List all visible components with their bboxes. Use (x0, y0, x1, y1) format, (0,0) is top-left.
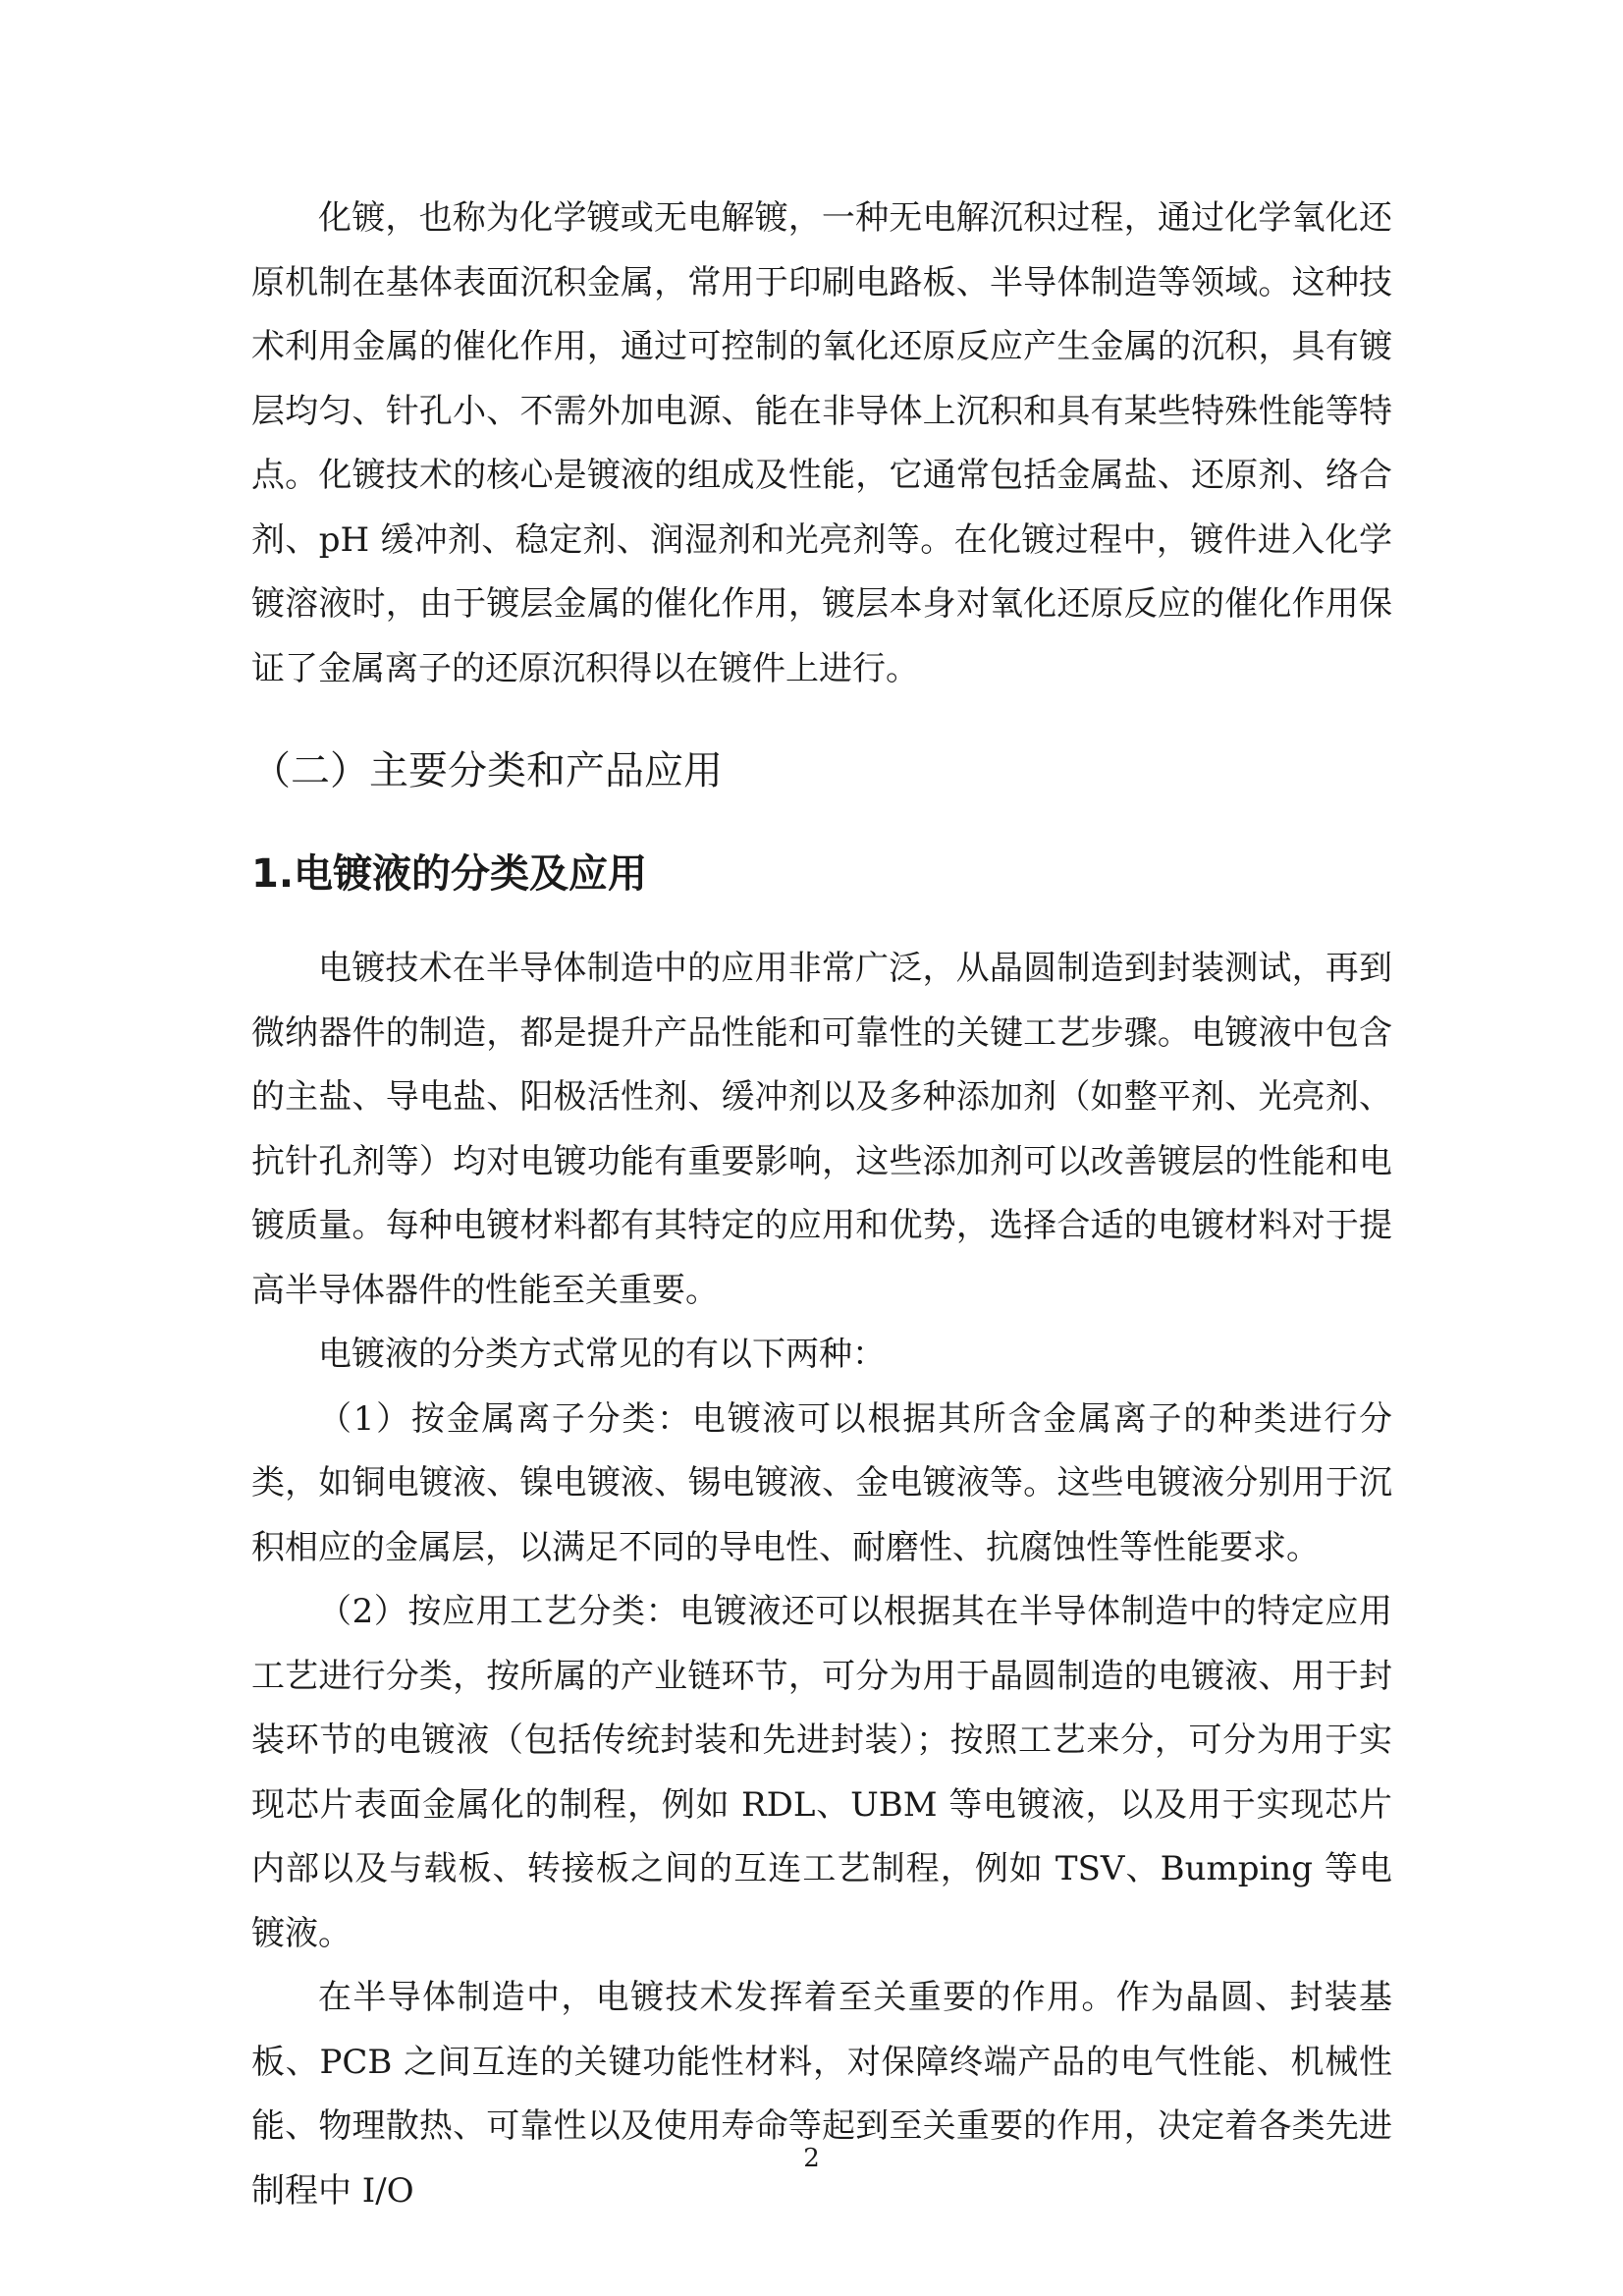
page-number: 2 (803, 2144, 820, 2173)
body-paragraph: 在半导体制造中，电镀技术发挥着至关重要的作用。作为晶圆、封装基板、PCB 之间互连的关键功能性材料，对保障终端产品的电气性能、机械性能、物理散热、可靠性以及使用寿命等起到至关重要的作用，决定着各类先进制程中 I/O (251, 1978, 1392, 2211)
subsection-heading: 1.电镀液的分类及应用 (251, 851, 648, 897)
page-content (251, 187, 1392, 2223)
section-heading: （二）主要分类和产品应用 (251, 748, 723, 793)
body-paragraph: 电镀技术在半导体制造中的应用非常广泛，从晶圆制造到封装测试，再到微纳器件的制造，都是提升产品性能和可靠性的关键工艺步骤。电镀液中包含的主盐、导电盐、阳极活性剂、缓冲剂以及多种添加剂（如整平剂、光亮剂、抗针孔剂等）均对电镀功能有重要影响，这些添加剂可以改善镀层的性能和电镀质量。每种电镀材料都有其特定的应用和优势，选择合适的电镀材料对于提高半导体器件的性能至关重要。 (251, 949, 1392, 1310)
body-paragraph: 电镀液的分类方式常见的有以下两种： (318, 1335, 886, 1374)
body-paragraph: （2）按应用工艺分类：电镀液还可以根据其在半导体制造中的特定应用工艺进行分类，按所属的产业链环节，可分为用于晶圆制造的电镀液、用于封装环节的电镀液（包括传统封装和先进封装）；按照工艺来分，可分为用于实现芯片表面金属化的制程，例如 RDL、UBM 等电镀液，以及用于实现芯片内部以及与载板、转接板之间的互连工艺制程，例如 TSV、Bumping 等电镀液。 (251, 1592, 1392, 1953)
body-paragraph: （1）按金属离子分类：电镀液可以根据其所含金属离子的种类进行分类，如铜电镀液、镍电镀液、锡电镀液、金电镀液等。这些电镀液分别用于沉积相应的金属层，以满足不同的导电性、耐磨性、抗腐蚀性等性能要求。 (251, 1398, 1392, 1567)
intro-paragraph: 化镀，也称为化学镀或无电解镀，一种无电解沉积过程，通过化学氧化还原机制在基体表面沉积金属，常用于印刷电路板、半导体制造等领域。这种技术利用金属的催化作用，通过可控制的氧化还原反应产生金属的沉积，具有镀层均匀、针孔小、不需外加电源、能在非导体上沉积和具有某些特殊性能等特点。化镀技术的核心是镀液的组成及性能，它通常包括金属盐、还原剂、络合剂、pH 缓冲剂、稳定剂、润湿剂和光亮剂等。在化镀过程中，镀件进入化学镀溶液时，由于镀层金属的催化作用，镀层本身对氧化还原反应的催化作用保证了金属离子的还原沉积得以在镀件上进行。 (251, 198, 1392, 688)
